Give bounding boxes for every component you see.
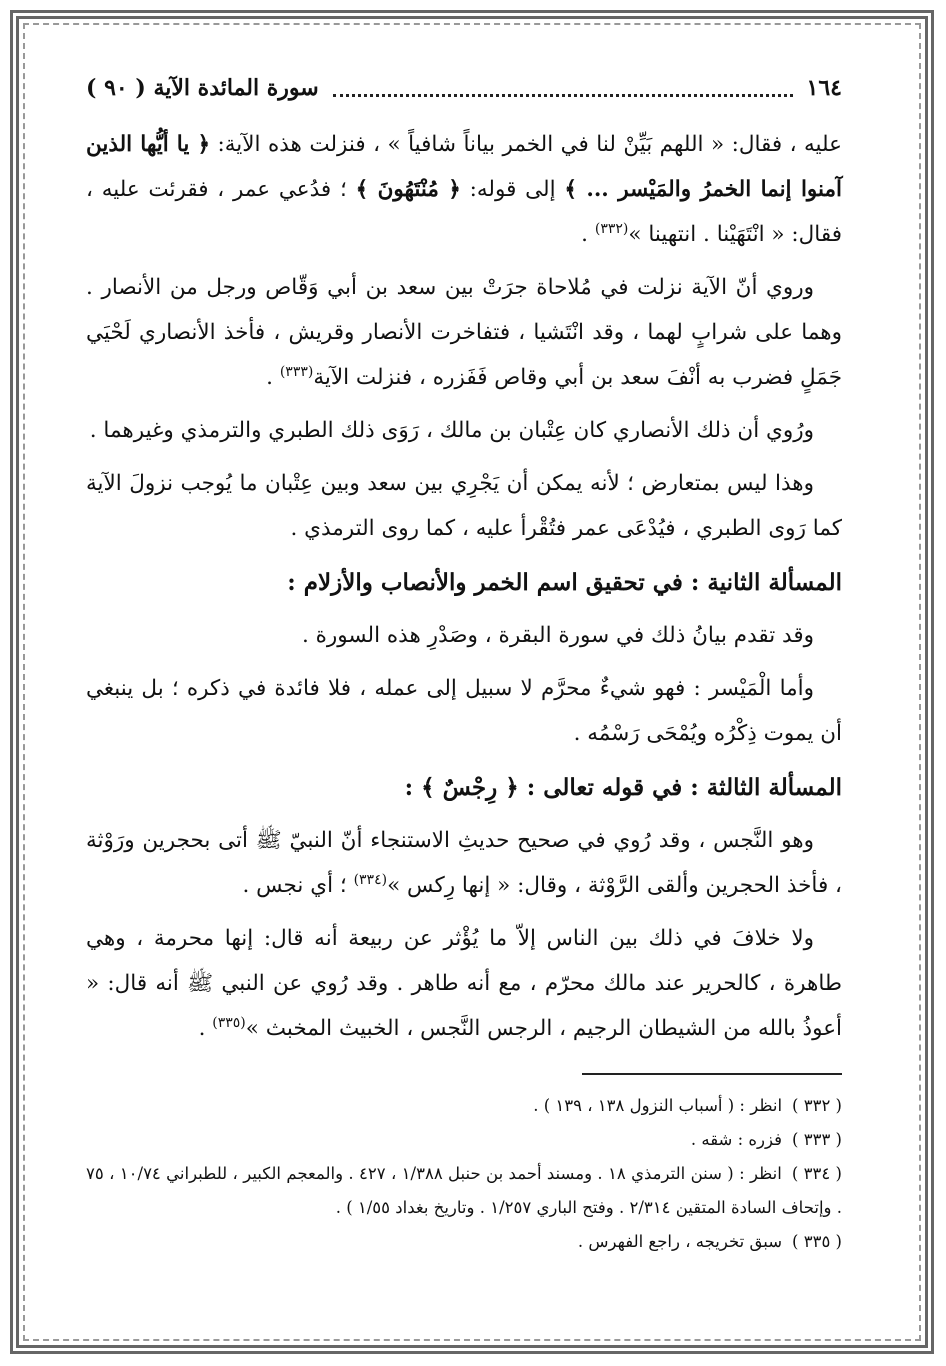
- footnote-text: انظر : ( أسباب النزول ١٣٨ ، ١٣٩ ) .: [533, 1096, 783, 1115]
- footnote-ref-335: (٣٣٥): [212, 1014, 246, 1031]
- paragraph-4: وهذا ليس بمتعارض ؛ لأنه يمكن أن يَجْرِي بين سعد وبين عِتْبان ما يُوجب نزولَ الآية كما رَوى الطبري ، فيُدْعَى عمر فتُقْرأ عليه ، كما روى الترمذي .: [86, 471, 842, 541]
- paragraph-3: ورُوي أن ذلك الأنصاري كان عِتْبان بن مالك ، رَوَى ذلك الطبري والترمذي وغيرهما .: [89, 418, 814, 443]
- footnote-334: [86, 1157, 842, 1225]
- page-content: [86, 68, 842, 1318]
- paragraph-2: [86, 265, 842, 400]
- footnote-333: [86, 1123, 842, 1157]
- section-heading-3: المسألة الثالثة : في قوله تعالى : ﴿ رِجْسٌ ﴾ :: [404, 774, 842, 801]
- section-heading-2: المسألة الثانية : في تحقيق اسم الخمر والأنصاب والأزلام :: [287, 569, 842, 596]
- running-title: سورة المائدة الآية ( ٩٠ ): [86, 75, 319, 101]
- header-dot-leader: [333, 80, 793, 97]
- footnote-number: ( ٣٣٢ ): [792, 1096, 842, 1115]
- footnote-332: [86, 1089, 842, 1123]
- running-header: [86, 68, 842, 108]
- para1-text-3: ؛ فدُعي عمر ، فقرئت عليه ، فقال: « انْتَهَيْنا . انتهينا »: [86, 177, 842, 247]
- para7-text-2: ؛ أي نجس .: [242, 873, 354, 898]
- footnote-number: ( ٣٣٤ ): [791, 1164, 842, 1183]
- footnote-text: فزره : شقه .: [690, 1130, 783, 1149]
- para8-text-1: ولا خلافَ في ذلك بين الناس إلاّ ما يُؤْثر عن ربيعة أنه قال: إنها محرمة ، وهي طاهرة ، كالحرير عند مالك محرّم ، مع أنه طاهر . وقد رُوي عن النبي ﷺ أنه قال: « أعوذُ بالله من الشيطان الرجيم ، الرجس النَّجس ، الخبيث المخبث »: [86, 926, 842, 1041]
- para1-end: .: [581, 222, 595, 247]
- quran-quote-1: ﴿ يا أيُّها الذين آمنوا إنما الخمرُ والمَيْسر ... ﴾: [86, 132, 843, 202]
- footnote-number: ( ٣٣٣ ): [792, 1130, 842, 1149]
- footnote-separator: [582, 1073, 842, 1075]
- footnote-ref-334: (٣٣٤): [353, 871, 388, 888]
- paragraph-8: [86, 916, 842, 1051]
- para7-text-1: وهو النَّجس ، وقد رُوي في صحيح حديثِ الاستنجاء أنّ النبيّ ﷺ أتى بحجرين ورَوْثة ، فأخذ الحجرين وألقى الرَّوْثة ، وقال: « إنها رِكس »: [86, 828, 842, 898]
- quran-quote-2: ﴿ مُنْتَهُونَ ﴾: [355, 177, 461, 202]
- footnote-text: سبق تخريجه ، راجع الفهرس .: [577, 1232, 783, 1251]
- paragraph-1: [86, 122, 842, 257]
- para1-text-1: عليه ، فقال: « اللهم بَيِّنْ لنا في الخمر بياناً شافياً » ، فنزلت هذه الآية:: [210, 132, 842, 157]
- footnote-ref-333: (٣٣٣): [279, 363, 314, 380]
- para8-end: .: [198, 1016, 213, 1041]
- para1-text-2: إلى قوله:: [460, 177, 565, 202]
- page-number: ١٦٤: [806, 75, 842, 101]
- paragraph-5: وقد تقدم بيانُ ذلك في سورة البقرة ، وصَدْرِ هذه السورة .: [301, 623, 814, 648]
- footnote-ref-332: (٣٣٢): [594, 220, 629, 237]
- footnote-number: ( ٣٣٥ ): [792, 1232, 842, 1251]
- para2-end: .: [266, 365, 280, 390]
- para2-text: وروي أنّ الآية نزلت في مُلاحاة جرَتْ بين سعد بن أبي وَقّاص ورجل من الأنصار . وهما على شرابٍ لهما ، وقد انْتَشيا ، فتفاخرت الأنصار وقريش ، فأخذ الأنصاري لَحْيَي جَمَلٍ فضرب به أنْفَ سعد بن أبي وقاص فَفَزره ، فنزلت الآية: [86, 275, 842, 390]
- footnote-335: [86, 1225, 842, 1259]
- footnote-text: انظر : ( سنن الترمذي ١٨ . ومسند أحمد بن حنبل ١/٣٨٨ ، ٤٢٧ . والمعجم الكبير ، للطبراني ١٠/٧٤ ، ٧٥ . وإتحاف السادة المتقين ٢/٣١٤ . وفتح الباري ١/٢٥٧ . وتاريخ بغداد ١/٥٥ ) .: [86, 1164, 842, 1217]
- paragraph-6: وأما الْمَيْسر : فهو شيءٌ محرَّم لا سبيل إلى عمله ، فلا فائدة في ذكره ؛ بل ينبغي أن يموت ذِكْرُه ويُمْحَى رَسْمُه .: [86, 676, 842, 746]
- paragraph-7: [86, 818, 842, 908]
